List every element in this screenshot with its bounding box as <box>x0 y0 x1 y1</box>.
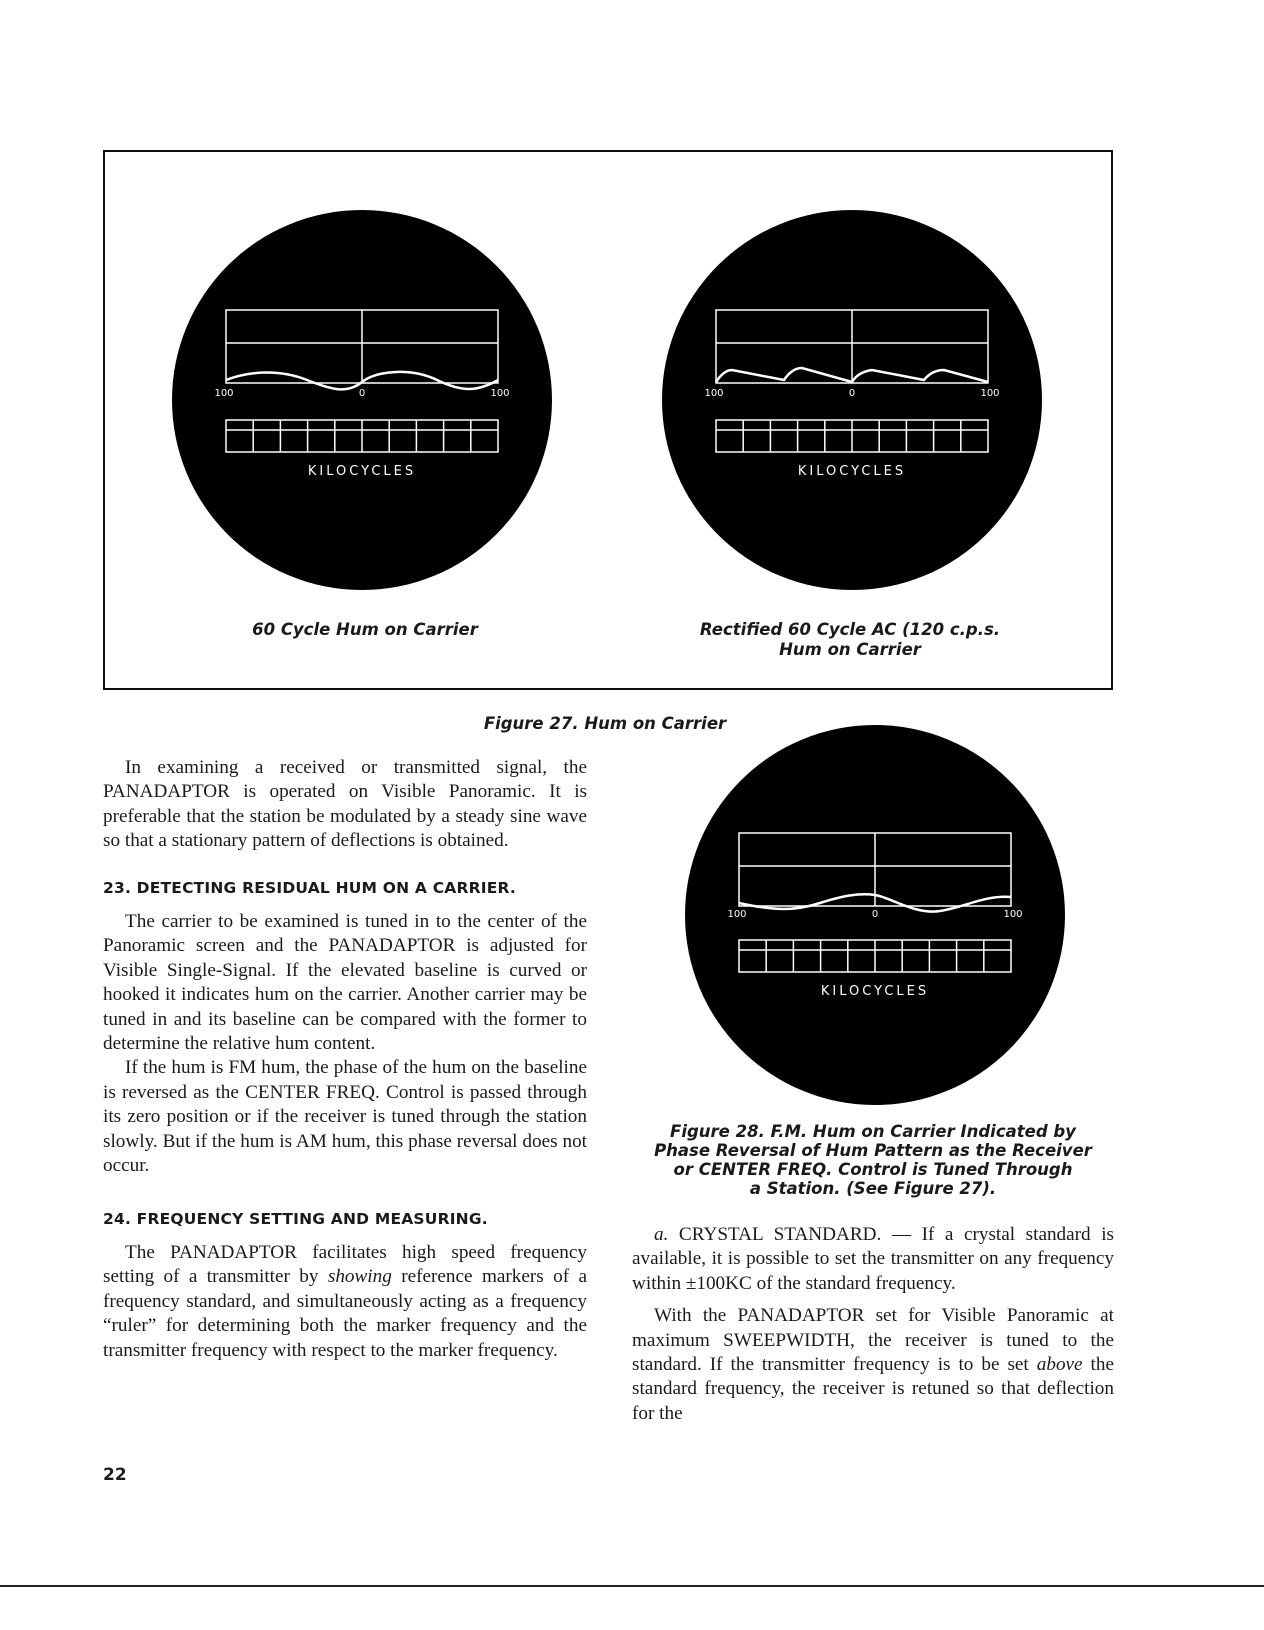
text: With the PANADAPTOR set for Visible Panoramic at maximum SWEEPWIDTH, the receiver is tuned to the standard. If the transmitter frequency is to be set <box>632 1305 1114 1376</box>
paragraph <box>632 1223 1114 1296</box>
paragraph: The carrier to be examined is tuned in to the center of the Panoramic screen and the PANADAPTOR is adjusted for Visible Single-Signal. If the elevated baseline is curved or hooked it indicates hum on the carrier. Another carrier may be tuned in and its baseline can be compared with the former to determine the relative hum content. <box>103 911 587 1055</box>
left-figure-caption: 60 Cycle Hum on Carrier <box>252 620 478 639</box>
page-number: 22 <box>103 1465 127 1485</box>
scale-center-label: 0 <box>871 909 879 920</box>
section-23-heading: 23. DETECTING RESIDUAL HUM ON A CARRIER. <box>103 878 516 897</box>
caption-line: or CENTER FREQ. Control is Tuned Through <box>673 1160 1073 1179</box>
right-column <box>632 1223 1114 1426</box>
text: CRYSTAL STANDARD. — If a crystal standard is available, it is possible to set the transmitter on any frequency within ±100KC of the standard frequency. <box>632 1224 1114 1294</box>
section-24-heading: 24. FREQUENCY SETTING AND MEASURING. <box>103 1209 488 1228</box>
text: the standard frequency, the receiver is retuned so that deflection for the <box>632 1354 1114 1424</box>
scale-center-label: 0 <box>848 388 856 399</box>
caption-line: Hum on Carrier <box>779 640 921 659</box>
scope-display-rectified-hum <box>662 210 1042 590</box>
emphasis: above <box>1036 1354 1083 1376</box>
text: The PANADAPTOR facilitates high speed frequency setting of a transmitter by <box>103 1241 587 1288</box>
scale-right-label: 100 <box>490 388 510 399</box>
left-column <box>103 756 587 1363</box>
caption-line: Figure 28. F.M. Hum on Carrier Indicated by <box>670 1122 1076 1141</box>
figure-27-title: Figure 27. Hum on Carrier <box>483 714 727 733</box>
emphasis: a. <box>654 1224 669 1245</box>
scale-center-label: 0 <box>358 388 366 399</box>
paragraph <box>632 1304 1114 1426</box>
scale-left-label: 100 <box>214 388 234 399</box>
kilocycles-label: KILOCYCLES <box>820 984 930 999</box>
paragraph <box>103 1241 587 1363</box>
scale-right-label: 100 <box>1003 909 1023 920</box>
kilocycles-label: KILOCYCLES <box>797 464 907 479</box>
right-figure-caption <box>660 620 1040 660</box>
scale-left-label: 100 <box>727 909 747 920</box>
text: reference markers of a frequency standard, and simultaneously acting as a frequency “ruler” for determining both the marker frequency and the transmitter frequency with respect to the marker frequency. <box>103 1266 587 1361</box>
figure-28-caption <box>628 1122 1118 1198</box>
kilocycles-label: KILOCYCLES <box>307 464 417 479</box>
scope-display-fm-hum <box>685 725 1065 1105</box>
emphasis: showing <box>327 1266 392 1288</box>
paragraph: If the hum is FM hum, the phase of the hum on the baseline is reversed as the CENTER FREQ. Control is passed through its zero position or if the receiver is tuned through the station slowly. But if the hum is AM hum, this phase reversal does not occur. <box>103 1057 587 1177</box>
scale-left-label: 100 <box>704 388 724 399</box>
caption-line: Rectified 60 Cycle AC (120 c.p.s. <box>699 620 1001 639</box>
scale-right-label: 100 <box>980 388 1000 399</box>
scope-display-60-cycle-hum <box>172 210 552 590</box>
intro-paragraph: In examining a received or transmitted signal, the PANADAPTOR is operated on Visible Panoramic. It is preferable that the station be modulated by a steady sine wave so that a stationary pattern of deflections is obtained. <box>103 757 587 852</box>
caption-line: a Station. (See Figure 27). <box>749 1179 997 1198</box>
caption-line: Phase Reversal of Hum Pattern as the Receiver <box>654 1141 1092 1160</box>
bottom-rule <box>0 1585 1264 1587</box>
